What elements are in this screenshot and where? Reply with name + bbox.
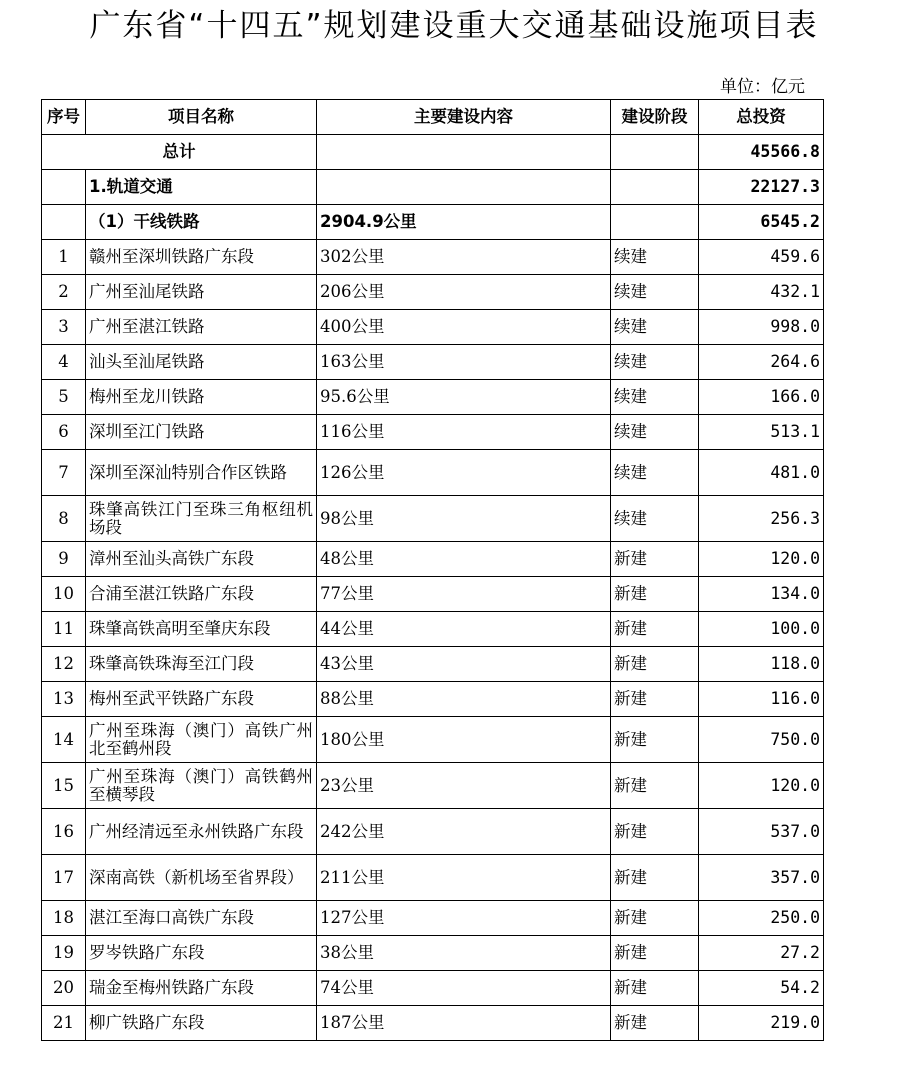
section-content bbox=[317, 170, 611, 205]
row-content: 88公里 bbox=[317, 682, 611, 717]
row-investment: 134.0 bbox=[699, 577, 824, 612]
table-row bbox=[42, 415, 824, 450]
row-stage: 新建 bbox=[611, 971, 699, 1006]
row-name: 柳广铁路广东段 bbox=[86, 1006, 317, 1041]
row-seq: 15 bbox=[42, 763, 86, 809]
table-row bbox=[42, 763, 824, 809]
row-name: 珠肇高铁珠海至江门段 bbox=[86, 647, 317, 682]
row-content: 98公里 bbox=[317, 496, 611, 542]
table-row bbox=[42, 345, 824, 380]
row-name: 珠肇高铁高明至肇庆东段 bbox=[86, 612, 317, 647]
table-row bbox=[42, 901, 824, 936]
table-row bbox=[42, 275, 824, 310]
row-investment: 120.0 bbox=[699, 763, 824, 809]
row-seq: 17 bbox=[42, 855, 86, 901]
row-stage: 新建 bbox=[611, 809, 699, 855]
row-stage: 续建 bbox=[611, 415, 699, 450]
row-seq: 4 bbox=[42, 345, 86, 380]
row-seq: 2 bbox=[42, 275, 86, 310]
row-name: 广州至汕尾铁路 bbox=[86, 275, 317, 310]
table-row bbox=[42, 855, 824, 901]
row-name: 广州至珠海（澳门）高铁鹤州至横琴段 bbox=[86, 763, 317, 809]
row-name: 罗岑铁路广东段 bbox=[86, 936, 317, 971]
row-investment: 118.0 bbox=[699, 647, 824, 682]
total-content bbox=[317, 135, 611, 170]
row-name: 深南高铁（新机场至省界段） bbox=[86, 855, 317, 901]
header-seq: 序号 bbox=[42, 100, 86, 135]
row-investment: 481.0 bbox=[699, 450, 824, 496]
table-row bbox=[42, 310, 824, 345]
section-seq bbox=[42, 170, 86, 205]
row-content: 180公里 bbox=[317, 717, 611, 763]
row-stage: 续建 bbox=[611, 450, 699, 496]
row-name: 梅州至武平铁路广东段 bbox=[86, 682, 317, 717]
row-content: 43公里 bbox=[317, 647, 611, 682]
row-content: 400公里 bbox=[317, 310, 611, 345]
row-stage: 续建 bbox=[611, 240, 699, 275]
row-content: 77公里 bbox=[317, 577, 611, 612]
subsection-row bbox=[42, 205, 824, 240]
row-name: 汕头至汕尾铁路 bbox=[86, 345, 317, 380]
table-row bbox=[42, 936, 824, 971]
row-name: 合浦至湛江铁路广东段 bbox=[86, 577, 317, 612]
subsection-seq bbox=[42, 205, 86, 240]
row-investment: 116.0 bbox=[699, 682, 824, 717]
subsection-investment: 6545.2 bbox=[699, 205, 824, 240]
table-row bbox=[42, 542, 824, 577]
row-stage: 新建 bbox=[611, 647, 699, 682]
row-content: 211公里 bbox=[317, 855, 611, 901]
row-stage: 续建 bbox=[611, 496, 699, 542]
subsection-stage bbox=[611, 205, 699, 240]
table-row bbox=[42, 240, 824, 275]
row-name: 深圳至江门铁路 bbox=[86, 415, 317, 450]
row-seq: 8 bbox=[42, 496, 86, 542]
header-investment: 总投资 bbox=[699, 100, 824, 135]
row-seq: 19 bbox=[42, 936, 86, 971]
row-name: 湛江至海口高铁广东段 bbox=[86, 901, 317, 936]
row-seq: 5 bbox=[42, 380, 86, 415]
table-row bbox=[42, 496, 824, 542]
row-investment: 166.0 bbox=[699, 380, 824, 415]
subsection-content: 2904.9公里 bbox=[317, 205, 611, 240]
total-row bbox=[42, 135, 824, 170]
total-investment: 45566.8 bbox=[699, 135, 824, 170]
table-row bbox=[42, 809, 824, 855]
section-investment: 22127.3 bbox=[699, 170, 824, 205]
row-stage: 新建 bbox=[611, 577, 699, 612]
row-name: 广州经清远至永州铁路广东段 bbox=[86, 809, 317, 855]
row-stage: 新建 bbox=[611, 682, 699, 717]
row-seq: 16 bbox=[42, 809, 86, 855]
row-investment: 513.1 bbox=[699, 415, 824, 450]
page-title: 广东省“十四五”规划建设重大交通基础设施项目表 bbox=[89, 8, 819, 44]
row-investment: 54.2 bbox=[699, 971, 824, 1006]
table-row bbox=[42, 971, 824, 1006]
subsection-label: （1）干线铁路 bbox=[86, 205, 317, 240]
row-stage: 新建 bbox=[611, 763, 699, 809]
row-seq: 12 bbox=[42, 647, 86, 682]
row-content: 302公里 bbox=[317, 240, 611, 275]
row-stage: 新建 bbox=[611, 542, 699, 577]
row-stage: 新建 bbox=[611, 855, 699, 901]
row-content: 127公里 bbox=[317, 901, 611, 936]
table-row bbox=[42, 647, 824, 682]
row-stage: 新建 bbox=[611, 936, 699, 971]
total-stage bbox=[611, 135, 699, 170]
row-name: 深圳至深汕特别合作区铁路 bbox=[86, 450, 317, 496]
row-name: 广州至湛江铁路 bbox=[86, 310, 317, 345]
row-content: 95.6公里 bbox=[317, 380, 611, 415]
row-name: 梅州至龙川铁路 bbox=[86, 380, 317, 415]
row-stage: 新建 bbox=[611, 717, 699, 763]
row-seq: 13 bbox=[42, 682, 86, 717]
row-investment: 998.0 bbox=[699, 310, 824, 345]
row-content: 116公里 bbox=[317, 415, 611, 450]
row-investment: 459.6 bbox=[699, 240, 824, 275]
row-investment: 432.1 bbox=[699, 275, 824, 310]
row-stage: 新建 bbox=[611, 1006, 699, 1041]
row-name: 赣州至深圳铁路广东段 bbox=[86, 240, 317, 275]
row-stage: 续建 bbox=[611, 380, 699, 415]
row-investment: 27.2 bbox=[699, 936, 824, 971]
row-stage: 续建 bbox=[611, 275, 699, 310]
row-content: 74公里 bbox=[317, 971, 611, 1006]
row-seq: 10 bbox=[42, 577, 86, 612]
row-investment: 256.3 bbox=[699, 496, 824, 542]
row-investment: 264.6 bbox=[699, 345, 824, 380]
row-content: 23公里 bbox=[317, 763, 611, 809]
row-seq: 20 bbox=[42, 971, 86, 1006]
project-table bbox=[41, 99, 824, 1041]
row-content: 48公里 bbox=[317, 542, 611, 577]
row-seq: 3 bbox=[42, 310, 86, 345]
row-seq: 7 bbox=[42, 450, 86, 496]
row-stage: 新建 bbox=[611, 901, 699, 936]
table-row bbox=[42, 612, 824, 647]
row-content: 38公里 bbox=[317, 936, 611, 971]
row-investment: 100.0 bbox=[699, 612, 824, 647]
header-name: 项目名称 bbox=[86, 100, 317, 135]
row-investment: 219.0 bbox=[699, 1006, 824, 1041]
table-row bbox=[42, 577, 824, 612]
row-content: 163公里 bbox=[317, 345, 611, 380]
header-content: 主要建设内容 bbox=[317, 100, 611, 135]
row-seq: 6 bbox=[42, 415, 86, 450]
row-investment: 750.0 bbox=[699, 717, 824, 763]
table-row bbox=[42, 717, 824, 763]
total-label: 总计 bbox=[42, 135, 317, 170]
row-seq: 1 bbox=[42, 240, 86, 275]
table-row bbox=[42, 450, 824, 496]
row-investment: 120.0 bbox=[699, 542, 824, 577]
row-content: 206公里 bbox=[317, 275, 611, 310]
row-content: 126公里 bbox=[317, 450, 611, 496]
table-row bbox=[42, 1006, 824, 1041]
row-seq: 11 bbox=[42, 612, 86, 647]
section-label: 1.轨道交通 bbox=[86, 170, 317, 205]
row-stage: 新建 bbox=[611, 612, 699, 647]
table-header-row bbox=[42, 100, 824, 135]
row-seq: 18 bbox=[42, 901, 86, 936]
row-stage: 续建 bbox=[611, 345, 699, 380]
section-row bbox=[42, 170, 824, 205]
row-content: 44公里 bbox=[317, 612, 611, 647]
row-content: 242公里 bbox=[317, 809, 611, 855]
section-stage bbox=[611, 170, 699, 205]
table-row bbox=[42, 682, 824, 717]
row-seq: 14 bbox=[42, 717, 86, 763]
unit-label: 单位：亿元 bbox=[720, 77, 805, 97]
row-name: 广州至珠海（澳门）高铁广州北至鹤州段 bbox=[86, 717, 317, 763]
row-name: 瑞金至梅州铁路广东段 bbox=[86, 971, 317, 1006]
row-stage: 续建 bbox=[611, 310, 699, 345]
header-stage: 建设阶段 bbox=[611, 100, 699, 135]
row-name: 漳州至汕头高铁广东段 bbox=[86, 542, 317, 577]
row-seq: 9 bbox=[42, 542, 86, 577]
row-investment: 250.0 bbox=[699, 901, 824, 936]
row-seq: 21 bbox=[42, 1006, 86, 1041]
row-investment: 537.0 bbox=[699, 809, 824, 855]
row-name: 珠肇高铁江门至珠三角枢纽机场段 bbox=[86, 496, 317, 542]
row-investment: 357.0 bbox=[699, 855, 824, 901]
table-row bbox=[42, 380, 824, 415]
row-content: 187公里 bbox=[317, 1006, 611, 1041]
